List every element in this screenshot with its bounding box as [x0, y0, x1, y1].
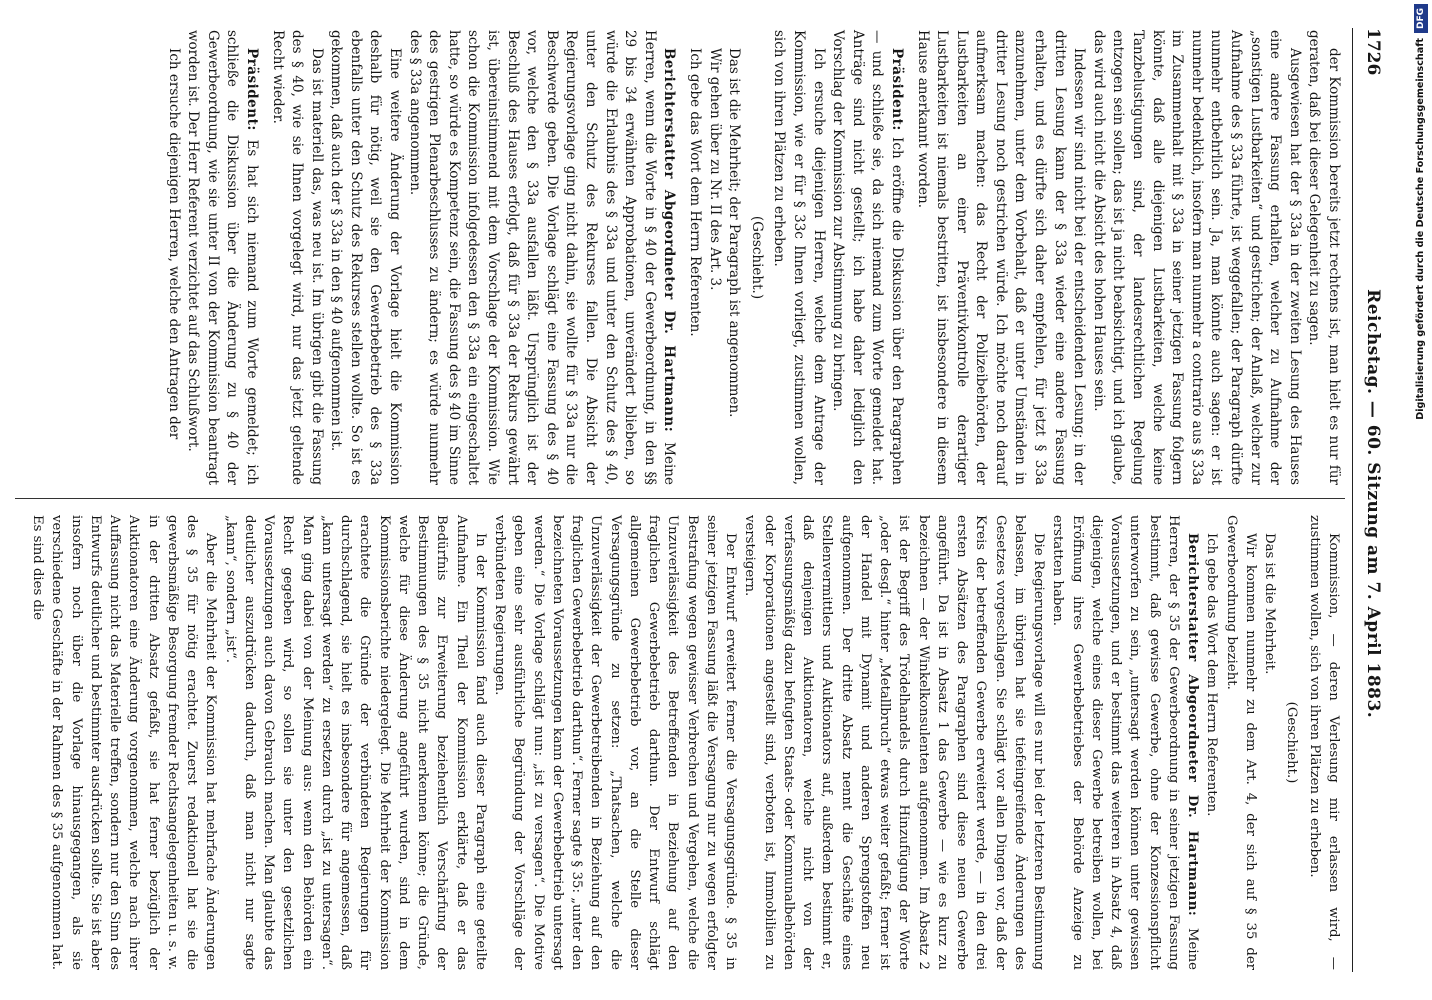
speaker-name: Berichterstatter Abgeordneter Dr. Hartmann:: [661, 48, 678, 433]
paragraph: [490, 515, 740, 970]
speaker-name: Berichterstatter Abgeordneter Dr. Hartmann:: [1185, 533, 1201, 917]
paragraph: [1222, 515, 1261, 970]
paragraph-text: Wir kommen nunmehr zu dem Art. 4, der sich auf § 35 der Gewerbeordnung bezieht.: [1223, 515, 1258, 970]
paragraph-text: In der Kommission fand auch dieser Paragraph eine geteilte Aufnahme. Ein Theil der Kommission erklärte, daß er das Bedürfnis zur Erweiterung beziehentlich Verschärfung der Bestimmungen des § 35 nicht anerkennen könne; die Gründe, welche für diese Änderung angeführt wurden, sind in dem Kommissionsberichte niedergelegt. Die Mehrheit der Kommission erachtete die Gründe der verbündeten Regierungen für durchschlagend, sie hielt es insbesondere für angemessen, daß „kann untersagt werden“ zu ersetzen durch „ist zu untersagen“. Man ging dabei von der Meinung aus: wenn den Behörden ein Recht gegeben wird, so sollen sie unter den gesetzlichen Voraussetzungen auch davon Gebrauch machen. Man glaubte das deutlicher auszudrücken dadurch, daß man nicht nur sagte „kann“, sondern „ist“.: [222, 515, 488, 970]
paragraph: [163, 30, 183, 485]
paragraph-text: Das ist die Mehrheit; der Paragraph ist angenommen.: [726, 48, 743, 418]
left-column: [163, 30, 1343, 485]
page-header: [1357, 28, 1383, 972]
paragraph: [769, 30, 828, 485]
paragraph: [267, 30, 326, 485]
paragraph: [221, 515, 491, 970]
digitization-credit: [1412, 4, 1430, 994]
paragraph-text: Wir gehen über zu Nr. II des Art. 3.: [706, 48, 723, 291]
paragraph-text: Ich eröffne die Diskussion über den Paragraphen — und schließe sie, da sich niemand zum Worte gemeldet hat. Anträge sind nicht gestellt; ich habe daher lediglich den Vorschlag der Kommission zur Abstimmung zu bringen.: [830, 30, 905, 485]
paragraph-text: Meine Herren, wenn die Worte in § 40 der Gewerbeordnung, in den §§ 29 bis 34 erwähnten Approbationen, unverändert blieben, so würde die Erlaubnis des § 33a und unter den Schutz des § 40, unter den Schutz des Rekurses fallen. Die Absicht der Regierungsvorlage ging nicht dahin, sie wollte für § 33a nur die Beschwerde geben. Die Vorlage schlägt eine Fassung des § 40 vor, welche den § 33a ausfallen läßt. Ursprünglich ist der Beschluß des Hauses erfolgt, daß für § 33a der Rekurs gewährt ist, übereinstimmend mit dem Vorschlage der Kommission. Wie schon die Kommission infolgedessen den § 33a ein eingeschaltet hatte, so würde es Kompetenz sein, die Fassung des § 40 im Sinne des gestrigen Plenarbeschlusses zu ändern; es würde nunmehr des § 33a angenommen.: [406, 30, 678, 485]
dfg-logo: DFG: [1414, 4, 1428, 33]
paragraph: [828, 30, 906, 485]
paragraph-text: Ich ersuche diejenigen Herren, welche den Antragen der: [165, 48, 182, 440]
paragraph: [684, 30, 704, 485]
stage-direction: (Geschieht.): [1284, 701, 1300, 784]
paragraph: der Kommission bereits jetzt rechtens ist, man hielt es nur für geraten, daß bei dieser Gelegenheit zu sagen.: [1306, 30, 1342, 485]
paragraph-text: Es hat sich niemand zum Worte gemeldet; ich schließe die Diskussion über die Änderung zu § 40 der Gewerbeordnung, wie sie unter II von der Kommission beantragt worden ist. Der Herr Referent verzichtet auf das Schlußwort.: [185, 30, 260, 485]
page-title: Reichstag. — 60. Sitzung am 7. April 1883.: [1363, 289, 1383, 719]
paragraph-text: Eine weitere Änderung der Vorlage hielt die Kommission deshalb für nötig, weil sie den Gewerbebetrieb des § 33a ebenfalls unter den Schutz des Rekurses stellen wollte. So ist es gekommen, daß auch der § 33a in den § 40 aufgenommen ist.: [328, 30, 404, 485]
paragraph: [740, 515, 1048, 970]
paragraph: Ausgewiesen hat der § 33a in der zweiten Lesung des Hauses eine andere Fassung erhalten, welcher zu Aufnahme der „sonstigen Lustbarkeiten“ und gestrichen; der Anlaß, welcher zur Aufnahme des § 33a führte, ist weggefallen; der Paragraph dürfte nunmehr entbehrlich sein. Ja, man könnte auch sagen: er ist nunmehr bedenklich, insofern man nunmehr a contrario aus § 33a im Zusammenhalt mit § 33a in seiner jetzigen Fassung folgern könnte, daß alle diejenigen Lustbarkeiten, welche keine Tanzbelustigungen sind, der landesrechtlichen Regelung entzogen sein sollen; das ist ja nicht beabsichtigt, und ich glaube, das wird auch nicht die Absicht des hohen Hauses sein.: [1090, 30, 1303, 485]
paragraph: [1048, 515, 1202, 970]
paragraph-text: Das ist die Mehrheit.: [1262, 533, 1278, 675]
speaker-name: Präsident:: [243, 48, 260, 131]
paragraph: [724, 30, 744, 485]
paragraph-text: Ich gebe das Wort dem Herrn Referenten.: [1204, 533, 1220, 817]
paragraph: Indessen wir sind nicht bei der entscheidenden Lesung; in der dritten Lesung kann der § 33a wieder eine andere Fassung erhalten, und es dürfte sich daher empfehlen, für jetzt § 33a anzunehmen, unter dem Vorbehalt, daß er unter Umständen in dritter Lesung noch gestrichen würde. Ich möchte noch darauf aufmerksam machen: das Recht der Polizeibehörden, der Lustbarkeiten an einer Präventivkontrolle derartiger Lustbarkeiten ist niemals bestritten, ist insbesondere in diesem Hause anerkannt worden.: [914, 30, 1088, 485]
paragraph-text: Das ist materiell das, was neu ist. Im übrigen gibt die Fassung des § 40, wie sie Ihnen vorgelegt wird, nur das jetzt geltende Recht wieder.: [269, 30, 325, 485]
paragraph-text: Aber die Mehrheit der Kommission hat mehrfache Änderungen des § 35 für nötig erachtet. Zuerst redaktionell hat sie die gewerbsmäßige Besorgung fremder Rechtsangelegenheiten u. s. w. in der dritten Absatz gefaßt, sie hat ferner bezüglich der Auktionatoren eine Änderung vorgenommen, welche nach ihrer Auffassung nicht das Materielle treffen, sondern nur den Sinn des Entwurfs deutlicher und bestimmter ausdrücken sollte. Sie ist aber insofern noch über die Vorlage hinausgegangen, als sie verschiedene Geschäfte in der Rahmen des § 35 aufgenommen hat. Es sind dies die: [30, 515, 219, 970]
paragraph-text: Kommission, — deren Verlesung mir erlassen wird, — zustimmen wollen, sich von ihren Plätzen zu erheben.: [1306, 515, 1341, 970]
page-number: 1726: [1363, 28, 1383, 76]
right-column: [28, 515, 1343, 970]
column-divider: [15, 498, 1345, 499]
paragraph: [28, 515, 221, 970]
header-rule: [1352, 28, 1353, 972]
paragraph-text: Ich gebe das Wort dem Herrn Referenten.: [687, 48, 703, 337]
stage-direction: (Geschieht.): [748, 215, 765, 300]
paragraph-text: Der Entwurf erweitert ferner die Versagungsgründe. § 35 in seiner jetzigen Fassung läßt die Versagung nur zu wegen erfolgter Bestrafung wegen gewisser Verbrechen und Vergehen, welche die Unzuverlässigkeit des Betreffenden in Beziehung auf den fraglichen Gewerbebetrieb darthun. Der Entwurf schlägt allgemeinen Gewerbebetrieb vor, an die Stelle dieser Versagungsgründe zu setzen: „Thatsachen, welche die Unzuverlässigkeit der Gewerbetreibenden in Beziehung auf den fraglichen Gewerbebetrieb darthun“. Ferner sagte § 35: „unter den bezeichneten Voraussetzungen kann der Gewerbebetrieb untersagt werden.“ Die Vorlage schlägt nun: „ist zu versagen“. Die Motive geben eine sehr ausführliche Begründung der Vorschläge der verbündeten Regierungen.: [492, 515, 739, 970]
paragraph-text: Ich ersuche diejenigen Herren, welche dem Antrage der Kommission, wie er für § 33c Ihnen vorliegt, zustimmen wollen, sich von ihren Plätzen zu erheben.: [771, 30, 827, 485]
paragraph: [1260, 515, 1279, 970]
paragraph: [326, 30, 404, 485]
digitization-credit-text: Digitalisierung gefördert durch die Deutsche Forschungsgemeinschaft: [1415, 38, 1426, 420]
paragraph-text: Die Regierungsvorlage will es nur bei der letzteren Bestimmung belassen, im übrigen hat sie tiefeingreifende Änderungen des Gesetzes vorgeschlagen. Sie schlägt vor allen Dingen vor, daß der Kreis der betreffenden Gewerbe erweitert werde, — in den drei ersten Absätzen des Paragraphen sind diese neuen Gewerbe angeführt. Da ist in Absatz 1 das Gewerbe — wie es kurz zu bezeichnen — der Winkelkonsulenten aufgenommen. Im Absatz 2 ist der Begriff des Trödelhandels durch Hinzufügung der Worte „oder desgl.“ hinter „Metallbruch“ etwas weiter gefaßt; ferner ist der Handel mit Dynamit und anderen Sprengstoffen neu aufgenommen. Der dritte Absatz nennt die Geschäfte eines Stellenvermittlers und Auktionators auf, außerdem bestimmt er, daß denjenigen Auktionatoren, welche nicht von der verfassungsmäßig dazu befugten Staats- oder Kommunalbehörden oder Korporationen angestellt sind, verboten ist, Immobilien zu versteigern.: [742, 515, 1047, 970]
paragraph: [1305, 515, 1344, 970]
paragraph: [704, 30, 724, 485]
paragraph: [183, 30, 261, 485]
paragraph-text: Meine Herren, der § 35 der Gewerbeordnung in seiner jetzigen Fassung bestimmt, daß gewisse Gewerbe, ohne der Konzessionspflicht unterworfen zu sein, „untersagt werden können unter gewissen Voraussetzungen, und er bestimmt das weiteren in Absatz 4, daß diejenigen, welche eines dieser Gewerbe betreiben wollen, bei Eröffnung ihres Gewerbebetriebes der Behörde Anzeige zu erstatten haben.: [1050, 515, 1201, 970]
paragraph: [1202, 515, 1221, 970]
paragraph: [404, 30, 678, 485]
speaker-name: Präsident:: [888, 48, 905, 131]
